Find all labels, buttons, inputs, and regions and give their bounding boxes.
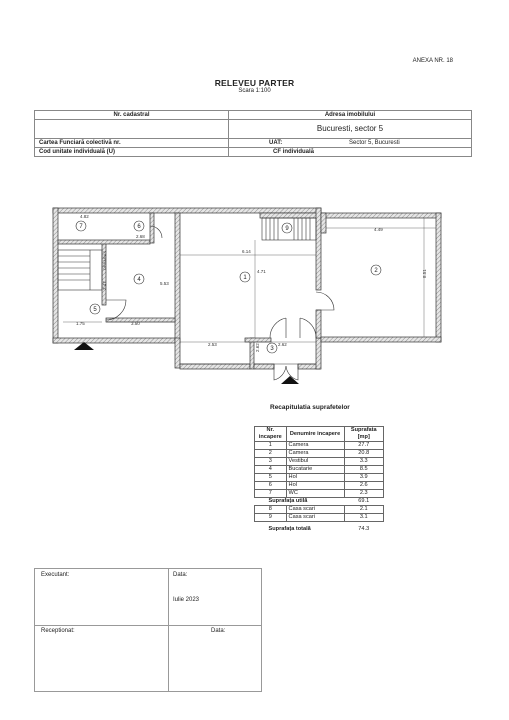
data-value-1: Iulie 2023 <box>173 597 200 603</box>
room-number-5: 5 <box>93 307 97 313</box>
total-area-label: Suprafața totală <box>268 526 311 532</box>
useful-area-label: Suprafața utilă <box>268 498 308 504</box>
table-cell: Bucatarie <box>286 466 344 474</box>
dimension-label: 3.50 <box>131 321 140 326</box>
dimension-label: 2.68 <box>136 234 145 239</box>
table-cell: 20.8 <box>344 450 384 458</box>
dimension-label: 4.49 <box>374 227 383 232</box>
dimension-label: 8.51 <box>422 269 427 278</box>
recap-title: Recapitulatia suprafetelor <box>270 404 350 411</box>
uat-label: UAT: <box>269 140 283 146</box>
nr-cadastral-label: Nr. cadastral <box>35 111 229 120</box>
table-cell: 5 <box>255 474 287 482</box>
table-cell: WC <box>286 490 344 498</box>
table-cell: Casa scari <box>286 506 344 514</box>
table-cell: Hol <box>286 474 344 482</box>
dimension-label: 2.62 <box>278 342 287 347</box>
signature-box <box>34 568 262 692</box>
cf-individuala-label: CF individuală <box>229 148 472 157</box>
recap-header-name: Denumire incapere <box>286 427 344 442</box>
uat-value: Sector 5, Bucuresti <box>349 140 400 146</box>
room-number-1: 1 <box>243 275 247 281</box>
annex-number: ANEXA NR. 18 <box>412 58 453 64</box>
table-cell: 3 <box>255 458 287 466</box>
table-row <box>255 514 384 522</box>
recap-header-nr: Nr. incapere <box>255 427 287 442</box>
table-cell: 2.1 <box>344 506 384 514</box>
table-cell: 3.3 <box>344 458 384 466</box>
table-cell: 8 <box>255 506 287 514</box>
room-number-9: 9 <box>285 226 289 232</box>
table-cell: 7 <box>255 490 287 498</box>
stair-label: DEBARAS <box>102 250 107 270</box>
dimension-label: 5.53 <box>160 281 169 286</box>
table-cell: 8.5 <box>344 466 384 474</box>
table-cell: 3.9 <box>344 474 384 482</box>
dimension-label: 3.47 <box>102 281 107 290</box>
table-cell: 4 <box>255 466 287 474</box>
cod-unitate-label: Cod unitate individuală (U) <box>35 148 229 157</box>
table-row <box>255 442 384 450</box>
useful-area-value: 69.1 <box>358 498 370 504</box>
scale-label: Scara 1:100 <box>238 88 271 94</box>
doors <box>106 226 334 380</box>
data-label-2: Data: <box>211 628 226 634</box>
stairs-8 <box>58 250 102 290</box>
total-area-row <box>255 522 384 534</box>
table-cell: 2.3 <box>344 490 384 498</box>
total-area-value: 74.3 <box>358 526 370 532</box>
table-cell: Hol <box>286 482 344 490</box>
entrance-arrow-bay <box>281 376 299 384</box>
table-cell: 1 <box>255 442 287 450</box>
dimension-label: 4.71 <box>257 269 266 274</box>
executant-label: Executant: <box>41 572 70 578</box>
table-row <box>255 506 384 514</box>
data-label-1: Data: <box>173 572 188 578</box>
table-cell: 27.7 <box>344 442 384 450</box>
dimension-label: 4.82 <box>80 214 89 219</box>
dimension-label: 2.62 <box>255 343 260 352</box>
table-cell: 3.1 <box>344 514 384 522</box>
receptionat-label: Receptionat: <box>41 628 75 634</box>
useful-area-row <box>255 498 384 506</box>
room-number-7: 7 <box>79 224 83 230</box>
carte-funciara-label: Cartea Funciară colectivă nr. <box>35 139 229 148</box>
table-row <box>255 450 384 458</box>
table-row <box>255 474 384 482</box>
dimension-label: 1.75 <box>76 321 85 326</box>
address-label: Adresa imobilului <box>229 111 472 120</box>
table-cell: Vestibul <box>286 458 344 466</box>
room-number-4: 4 <box>137 277 141 283</box>
recap-header-area: Suprafata [mp] <box>344 427 384 442</box>
table-row <box>255 458 384 466</box>
table-cell: 9 <box>255 514 287 522</box>
table-row <box>255 490 384 498</box>
recap-table <box>254 426 384 533</box>
table-cell: 6 <box>255 482 287 490</box>
room-number-3: 3 <box>270 346 274 352</box>
walls <box>53 208 441 369</box>
table-cell: Camera <box>286 450 344 458</box>
table-cell: 2 <box>255 450 287 458</box>
table-row <box>255 482 384 490</box>
table-cell: Casa scari <box>286 514 344 522</box>
dimension-label: 2.53 <box>208 342 217 347</box>
dimension-label: 6.14 <box>242 249 251 254</box>
table-cell: 2.6 <box>344 482 384 490</box>
room-number-6: 6 <box>137 224 141 230</box>
table-cell: Camera <box>286 442 344 450</box>
address-value: Bucuresti, sector 5 <box>229 120 472 139</box>
room-number-2: 2 <box>374 268 378 274</box>
document-title: RELEVEU PARTER <box>214 78 295 88</box>
table-row <box>255 466 384 474</box>
